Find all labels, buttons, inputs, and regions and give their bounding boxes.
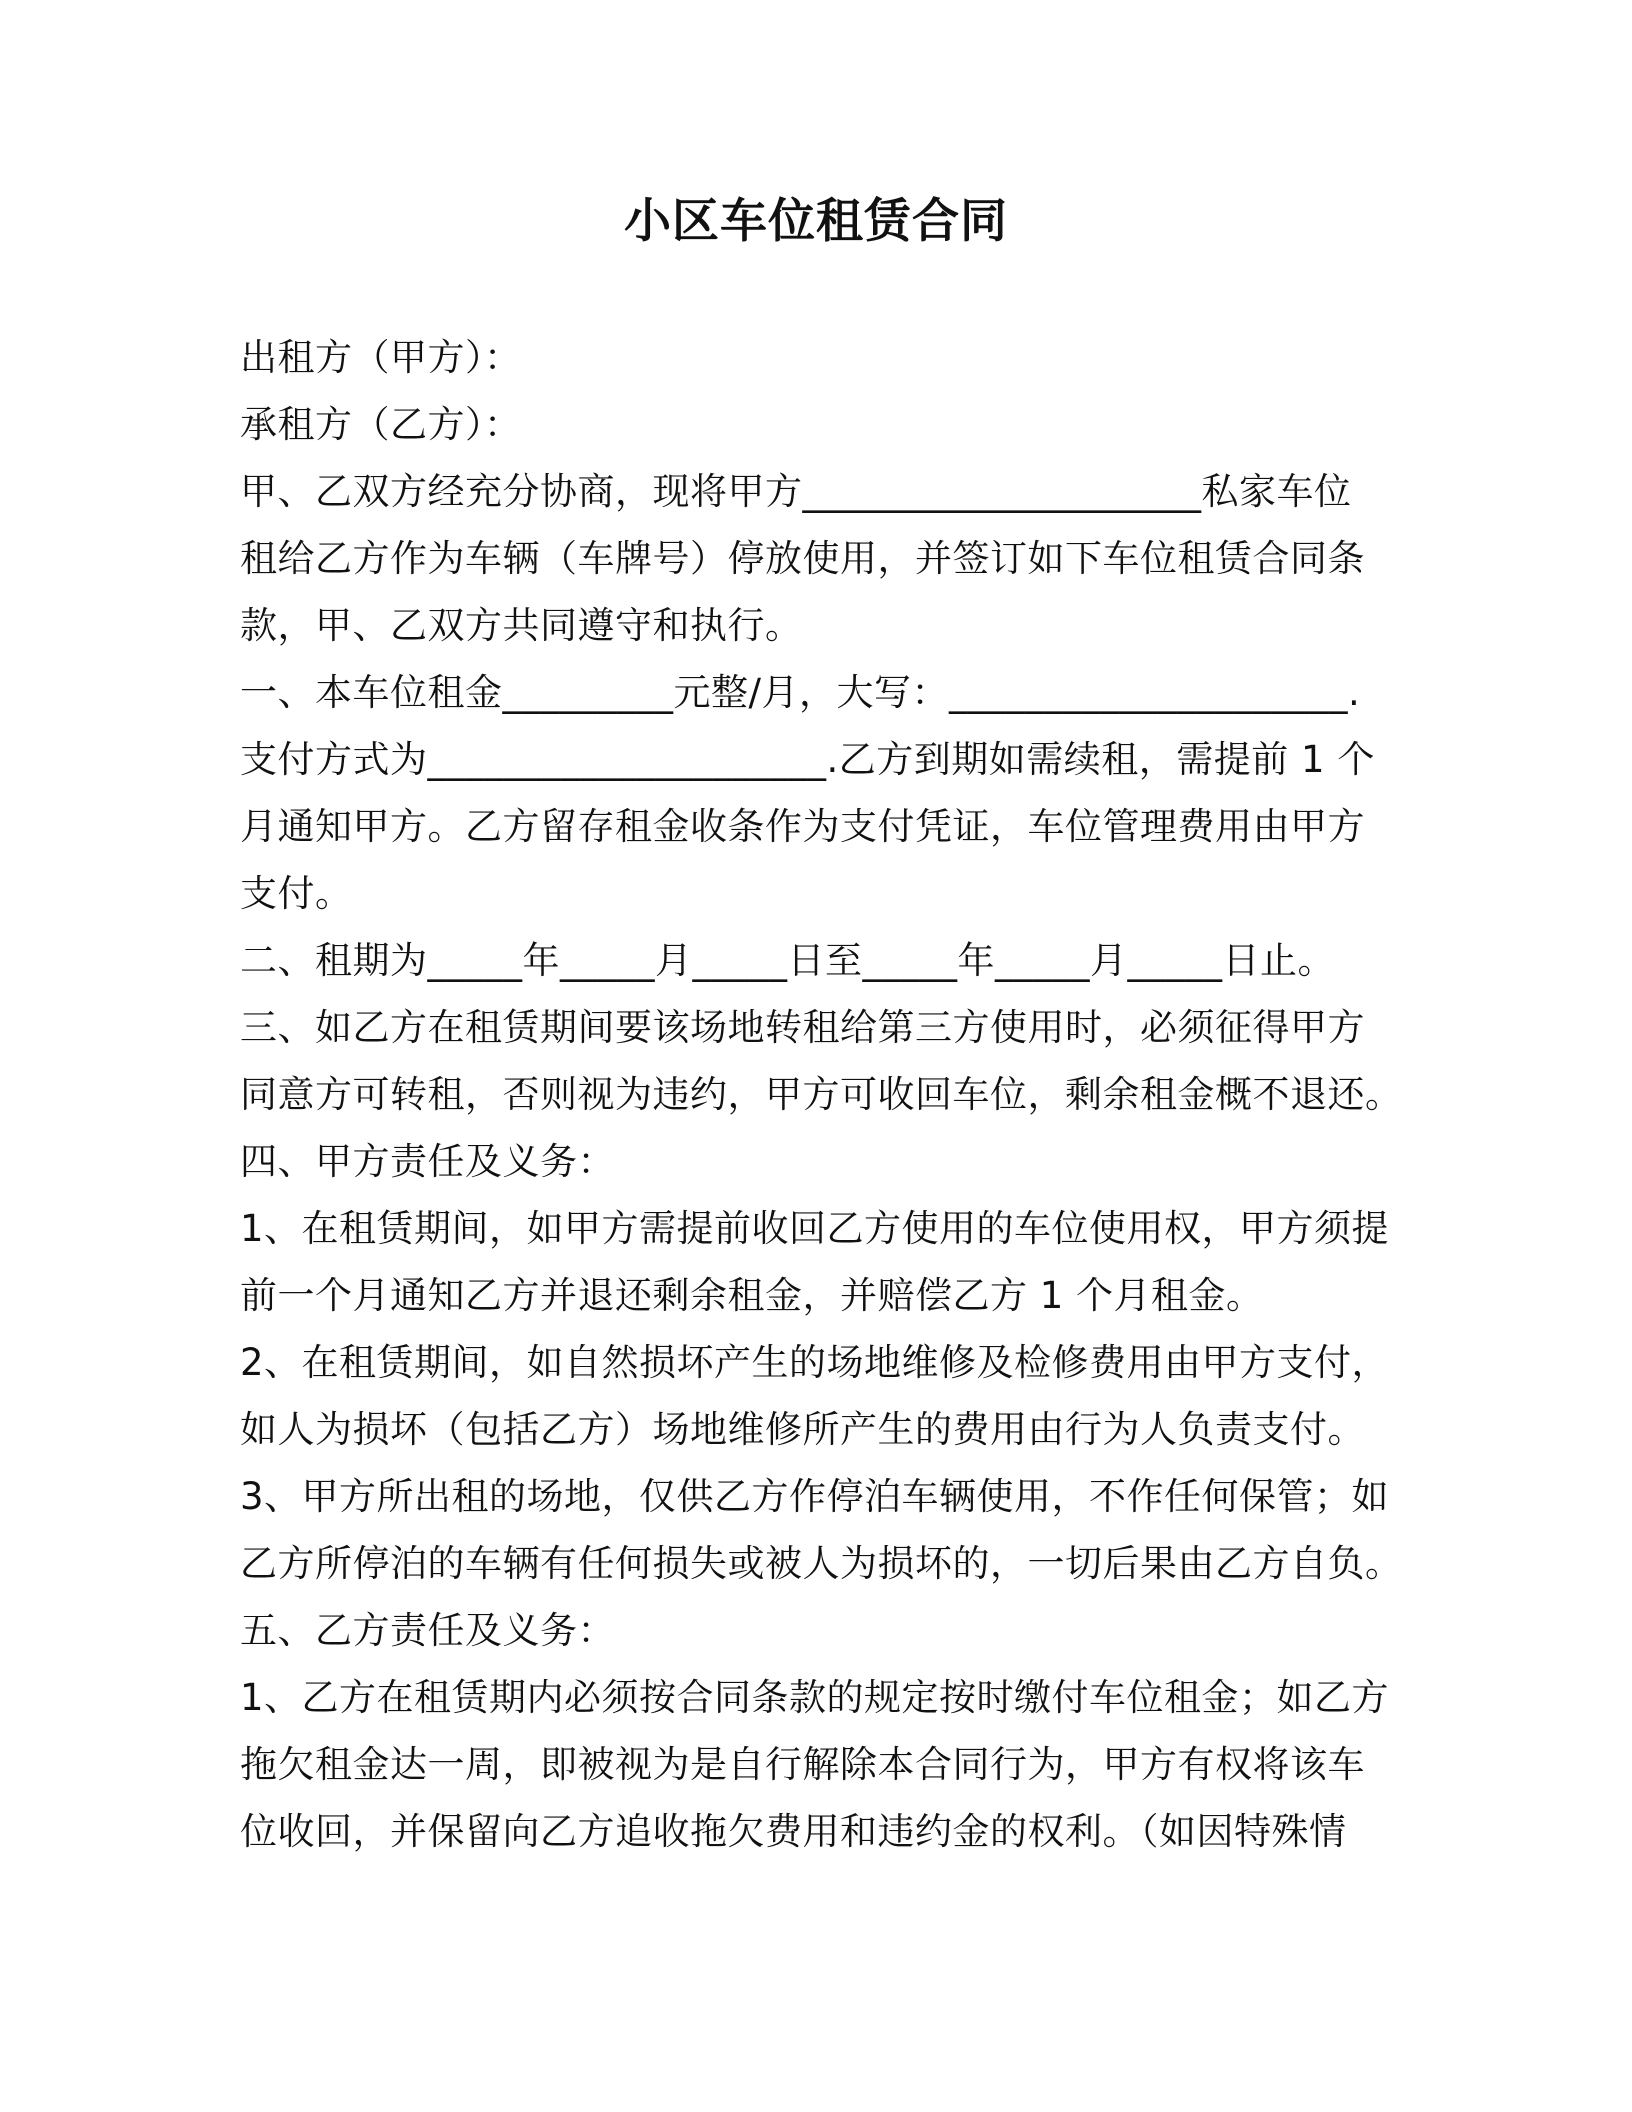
text-line: 2、在租赁期间，如自然损坏产生的场地维修及检修费用由甲方支付， <box>240 1341 1390 1384</box>
text-line: 同意方可转租，否则视为违约，甲方可收回车位，剩余租金概不退还。 <box>240 1073 1403 1116</box>
text-line: 1、乙方在租赁期内必须按合同条款的规定按时缴付车位租金；如乙方 <box>240 1676 1390 1719</box>
text-line: 月通知甲方。乙方留存租金收条作为支付凭证，车位管理费用由甲方 <box>240 805 1365 848</box>
text-line: 出租方（甲方）： <box>240 336 522 379</box>
contract-body <box>240 324 1403 1865</box>
text-line: 如人为损坏（包括乙方）场地维修所产生的费用由行为人负责支付。 <box>240 1408 1365 1451</box>
text-line: 支付。 <box>240 872 353 915</box>
text-line: 乙方所停泊的车辆有任何损失或被人为损坏的，一切后果由乙方自负。 <box>240 1542 1403 1585</box>
text-line: 四、甲方责任及义务： <box>240 1140 615 1183</box>
text-line: 一、本车位租金_________元整/月，大写：_____________________. <box>240 671 1361 714</box>
document-title: 小区车位租赁合同 <box>624 194 1008 249</box>
text-line: 五、乙方责任及义务： <box>240 1609 615 1652</box>
text-line: 款，甲、乙双方共同遵守和执行。 <box>240 604 803 647</box>
text-line: 1、在租赁期间，如甲方需提前收回乙方使用的车位使用权，甲方须提 <box>240 1207 1390 1250</box>
text-line: 甲、乙双方经充分协商，现将甲方_____________________私家车位 <box>240 470 1352 513</box>
text-line: 二、租期为_____年_____月_____日至_____年_____月_____日止。 <box>240 939 1335 982</box>
text-line: 租给乙方作为车辆（车牌号）停放使用，并签订如下车位租赁合同条 <box>240 537 1365 580</box>
text-line: 三、如乙方在租赁期间要该场地转租给第三方使用时，必须征得甲方 <box>240 1006 1365 1049</box>
text-line: 3、甲方所出租的场地，仅供乙方作停泊车辆使用，不作任何保管；如 <box>240 1475 1390 1518</box>
text-line: 前一个月通知乙方并退还剩余租金，并赔偿乙方 1 个月租金。 <box>240 1274 1264 1317</box>
text-line: 支付方式为_____________________.乙方到期如需续租，需提前 1 个 <box>240 738 1375 781</box>
text-line: 承租方（乙方）： <box>240 403 522 446</box>
text-line: 位收回，并保留向乙方追收拖欠费用和违约金的权利。（如因特殊情 <box>240 1810 1347 1853</box>
text-line: 拖欠租金达一周，即被视为是自行解除本合同行为，甲方有权将该车 <box>240 1743 1365 1786</box>
